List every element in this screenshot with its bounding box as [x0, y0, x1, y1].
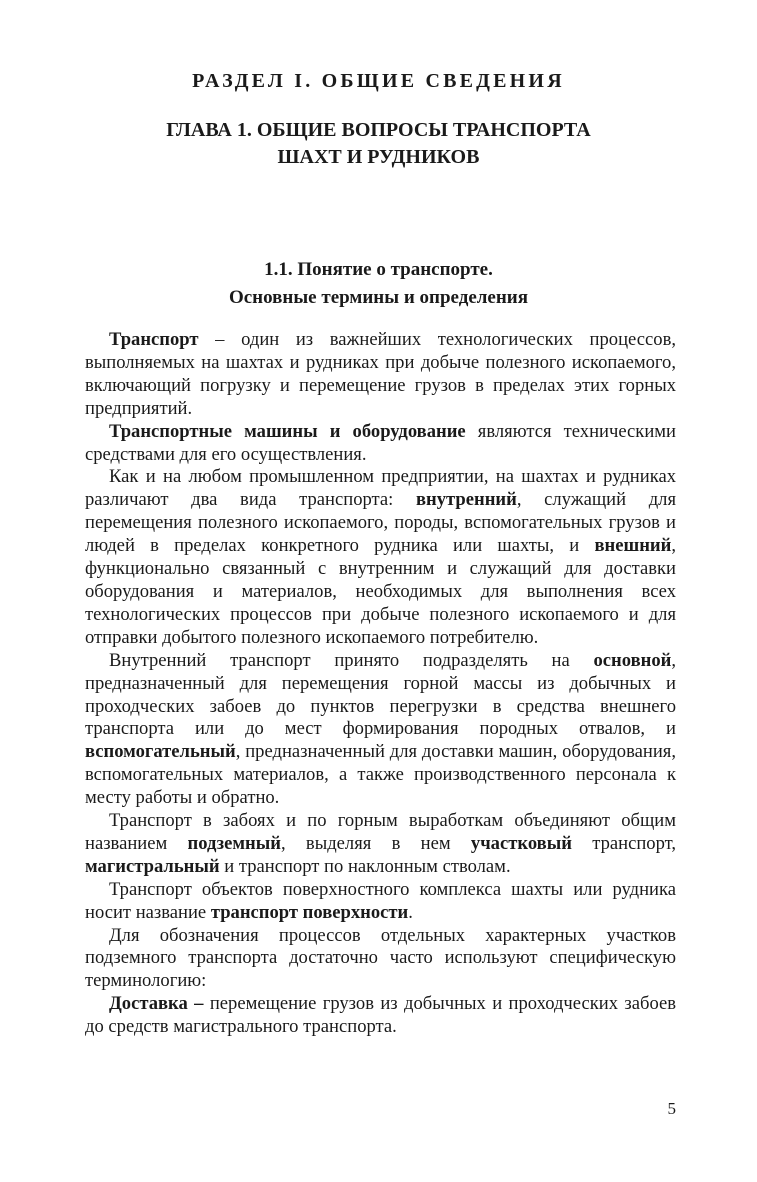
- paragraph-text: , служащий для перемещения полезного ископаемого, породы, вспомогательных грузов и людей в пределах конкретного рудника или шахты, и: [85, 489, 676, 557]
- paragraph-terminology: [85, 925, 676, 994]
- paragraph-text: перемещение грузов из добычных и проходческих забоев до средств магистрального транспорта.: [85, 993, 677, 1038]
- paragraph-text: .: [408, 901, 413, 923]
- paragraph-transport-machines: [85, 421, 676, 467]
- chapter-title: [0, 117, 757, 171]
- paragraph-text: , выделяя в нем: [281, 832, 471, 854]
- term-delivery: Доставка –: [109, 993, 204, 1015]
- term-surface-transport: транспорт поверхности: [210, 901, 409, 923]
- term-underground: подземный: [187, 832, 281, 854]
- paragraph-text: являются техническими средствами для его осуществления.: [85, 420, 676, 465]
- section-title: РАЗДЕЛ I. ОБЩИЕ СВЕДЕНИЯ: [192, 70, 565, 92]
- paragraph-text: Транспорт в забоях и по горным выработкам объединяют общим названием: [85, 810, 676, 854]
- subsection-title: [0, 256, 757, 312]
- term-internal: внутренний: [415, 489, 517, 511]
- paragraph-surface-transport: [85, 879, 676, 925]
- chapter-title-line-2: ШАХТ И РУДНИКОВ: [277, 146, 480, 168]
- paragraph-text: транспорт,: [571, 832, 676, 854]
- paragraph-underground-transport: [85, 810, 676, 879]
- page-number: 5: [667, 1099, 676, 1118]
- paragraph-text: Для обозначения процессов отдельных характерных участков подземного транспорта достаточно часто используют специфическую терминологию:: [85, 924, 676, 992]
- term-external: внешний: [594, 535, 672, 557]
- term-trunk: магистральный: [85, 855, 220, 877]
- term-main: основной: [593, 649, 672, 671]
- paragraph-transport-definition: [85, 329, 676, 421]
- term-transport: Транспорт: [109, 329, 199, 350]
- paragraph-text: Транспорт объектов поверхностного комплекса шахты или рудника носит название: [85, 878, 676, 923]
- paragraph-text: , предназначенный для перемещения горной массы из добычных и проходческих забоев до пунктов перегрузки в средства внешнего транспорта или до мест формирования породных отвалов, и: [85, 649, 676, 740]
- subsection-title-line-1: 1.1. Понятие о транспорте.: [264, 259, 493, 280]
- term-transport-machines: Транспортные машины и оборудование: [109, 420, 466, 442]
- paragraph-text: Как и на любом промышленном предприятии, на шахтах и рудниках различают два вида транспорта:: [85, 466, 676, 511]
- term-auxiliary: вспомогательный: [85, 741, 236, 763]
- body-text: [85, 329, 676, 1039]
- paragraph-text: , предназначенный для доставки машин, оборудования, вспомогательных материалов, а также производственного персонала к месту работы и обратно.: [85, 741, 676, 809]
- paragraph-text: – один из важнейших технологических процессов, выполняемых на шахтах и рудниках при добыче полезного ископаемого, включающий погрузку и перемещение грузов в пределах этих горных предприятий.: [85, 329, 676, 419]
- chapter-title-line-1: ГЛАВА 1. ОБЩИЕ ВОПРОСЫ ТРАНСПОРТА: [166, 119, 591, 141]
- paragraph-text: , функционально связанный с внутренним и служащий для доставки оборудования и материалов, необходимых для выполнения всех технологических процессов при добыче полезного ископаемого и для отправки добытого полезного ископаемого потребителю.: [85, 535, 676, 648]
- term-section: участковый: [470, 832, 572, 854]
- paragraph-transport-types: [85, 466, 676, 649]
- subsection-title-line-2: Основные термины и определения: [228, 287, 529, 308]
- paragraph-text: Внутренний транспорт принято подразделять на: [109, 649, 594, 671]
- paragraph-delivery: [85, 993, 676, 1039]
- paragraph-text: и транспорт по наклонным стволам.: [219, 855, 511, 877]
- paragraph-internal-transport: [85, 650, 676, 810]
